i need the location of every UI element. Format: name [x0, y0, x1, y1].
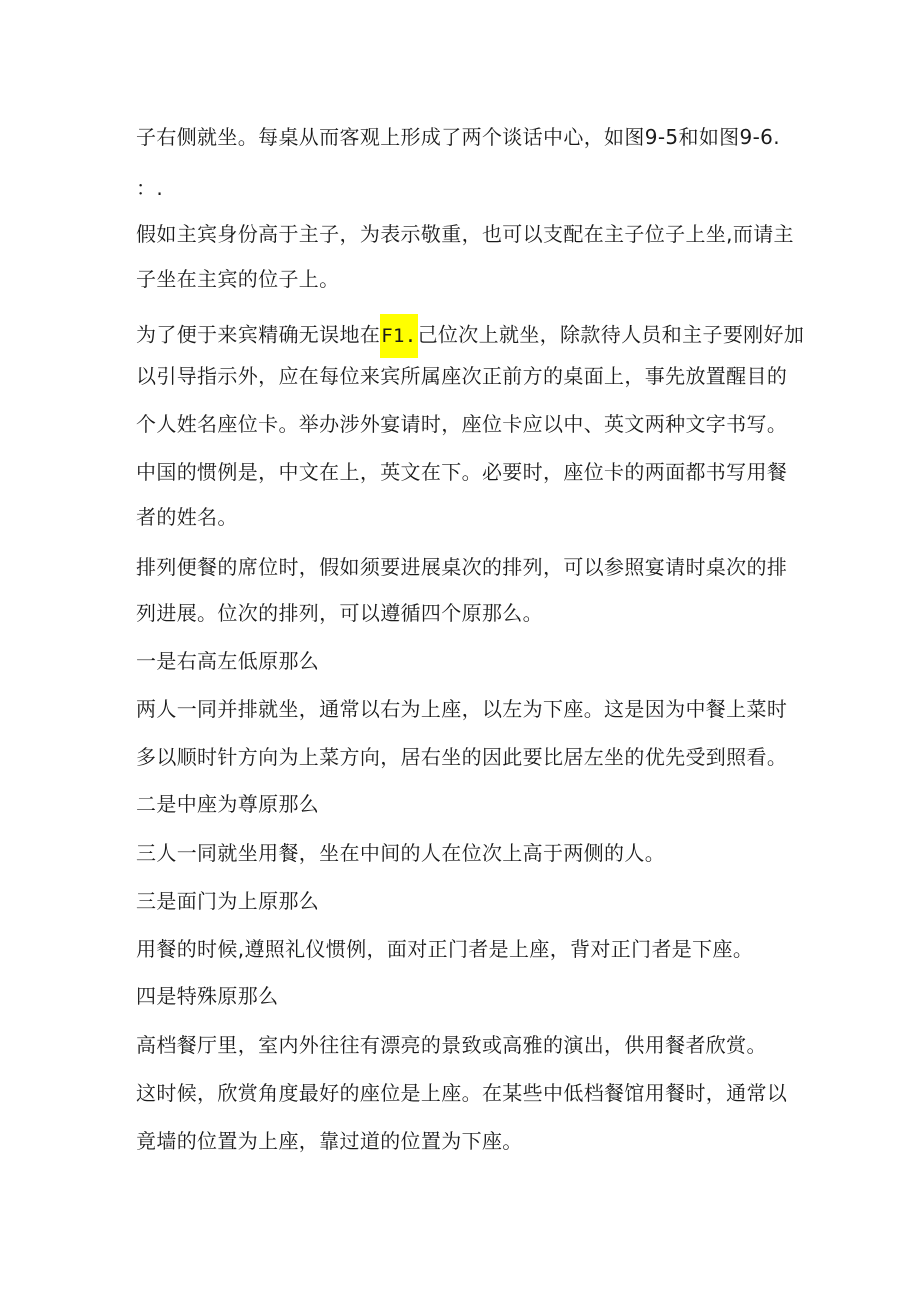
text-line: 竟墙的位置为上座，靠过道的位置为下座。 — [136, 1129, 523, 1153]
highlighted-text: F1. — [380, 314, 417, 358]
text-line: 子右侧就坐。每桌从而客观上形成了两个谈话中心，如图9-5和如图9-6. — [136, 125, 780, 149]
text-segment: 为了便于来宾精确无误地在 — [136, 322, 381, 347]
text-line: 两人一同并排就坐，通常以右为上座，以左为下座。这是因为中餐上菜时 — [136, 697, 788, 721]
section-heading: 二是中座为尊原那么 — [136, 792, 320, 816]
text-line: 个人姓名座位卡。举办涉外宴请时，座位卡应以中、英文两种文字书写。 — [136, 412, 788, 436]
text-line: 者的姓名。 — [136, 505, 238, 529]
text-line: 多以顺时针方向为上菜方向，居右坐的因此要比居左坐的优先受到照看。 — [136, 745, 788, 769]
text-line: 用餐的时候,遵照礼仪惯例，面对正门者是上座，背对正门者是下座。 — [136, 937, 754, 961]
text-line: 列进展。位次的排列，可以遵循四个原那么。 — [136, 601, 543, 625]
text-line: ：. — [136, 176, 164, 200]
text-line: 排列便餐的席位时，假如须要进展桌次的排列，可以参照宴请时桌次的排 — [136, 555, 788, 579]
text-line-with-highlight — [136, 314, 804, 358]
text-line: 以引导指示外，应在每位来宾所属座次正前方的桌面上，事先放置醒目的 — [136, 364, 788, 388]
section-heading: 一是右高左低原那么 — [136, 649, 320, 673]
text-line: 三人一同就坐用餐，坐在中间的人在位次上高于两侧的人。 — [136, 841, 666, 865]
text-line: 假如主宾身份高于主子，为表示敬重，也可以支配在主子位子上坐,而请主 — [136, 222, 794, 246]
text-line: 中国的惯例是，中文在上，英文在下。必要时，座位卡的两面都书写用餐 — [136, 460, 788, 484]
section-heading: 三是面门为上原那么 — [136, 889, 320, 913]
text-segment: 己位次上就坐，除款待人员和主子要刚好加 — [417, 322, 805, 347]
text-line: 高档餐厅里，室内外往往有漂亮的景致或高雅的演出，供用餐者欣赏。 — [136, 1033, 767, 1057]
text-line: 子坐在主宾的位子上。 — [136, 267, 340, 291]
text-line: 这时候，欣赏角度最好的座位是上座。在某些中低档餐馆用餐时，通常以 — [136, 1081, 788, 1105]
section-heading: 四是特殊原那么 — [136, 984, 279, 1008]
